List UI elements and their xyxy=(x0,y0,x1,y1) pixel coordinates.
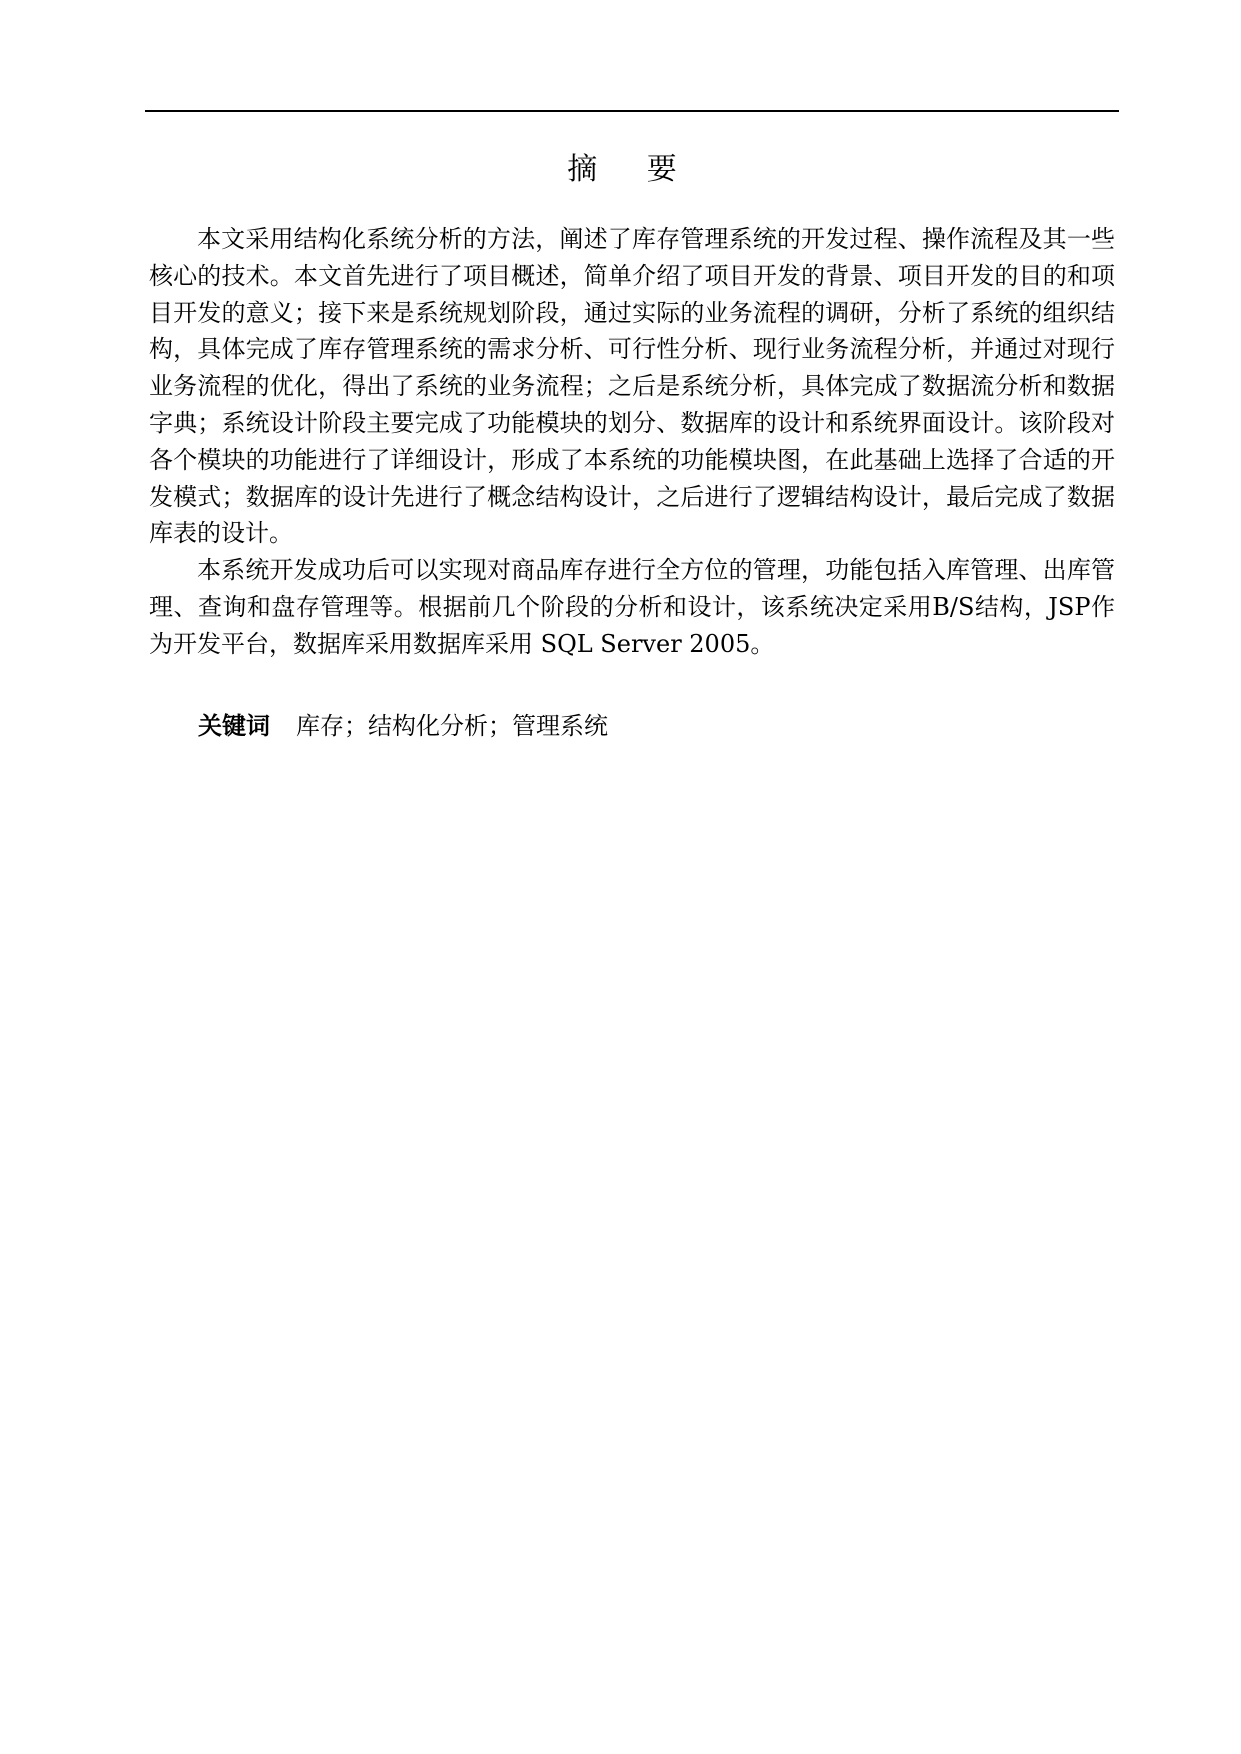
keywords-label: 关键词 xyxy=(198,712,270,740)
keywords-line xyxy=(198,708,608,744)
header-rule xyxy=(145,110,1119,112)
keywords-text: 库存；结构化分析；管理系统 xyxy=(296,712,608,740)
abstract-paragraph-2: 本系统开发成功后可以实现对商品库存进行全方位的管理，功能包括入库管理、出库管理、查询和盘存管理等。根据前几个阶段的分析和设计，该系统决定采用B/S结构，JSP作为开发平台，数据库采用数据库采用 SQL Server 2005。 xyxy=(149,556,1115,658)
abstract-body xyxy=(149,221,1115,663)
abstract-paragraph-1: 本文采用结构化系统分析的方法，阐述了库存管理系统的开发过程、操作流程及其一些核心的技术。本文首先进行了项目概述，简单介绍了项目开发的背景、项目开发的目的和项目开发的意义；接下来是系统规划阶段，通过实际的业务流程的调研，分析了系统的组织结构，具体完成了库存管理系统的需求分析、可行性分析、现行业务流程分析，并通过对现行业务流程的优化，得出了系统的业务流程；之后是系统分析，具体完成了数据流分析和数据字典；系统设计阶段主要完成了功能模块的划分、数据库的设计和系统界面设计。该阶段对各个模块的功能进行了详细设计，形成了本系统的功能模块图，在此基础上选择了合适的开发模式；数据库的设计先进行了概念结构设计，之后进行了逻辑结构设计，最后完成了数据库表的设计。 xyxy=(149,225,1115,548)
abstract-title: 摘 要 xyxy=(567,152,697,187)
